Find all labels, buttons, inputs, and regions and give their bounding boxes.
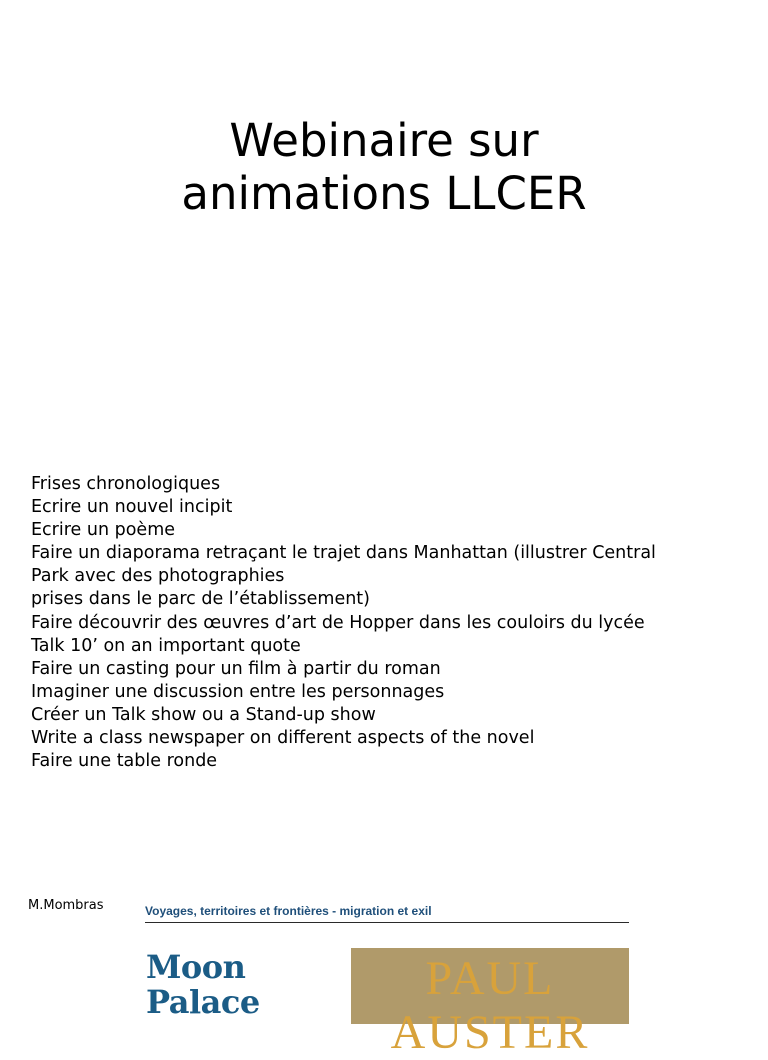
slide-title-line-1: Webinaire sur xyxy=(229,114,539,167)
activity-item: Ecrire un poème xyxy=(31,520,176,541)
activity-list xyxy=(31,473,751,773)
book-cover-image xyxy=(351,948,629,1059)
activity-item: Imaginer une discussion entre les personnages xyxy=(31,681,445,702)
book-title-line-2: Palace xyxy=(146,983,260,1021)
activity-item: prises dans le parc de l’établissement) xyxy=(31,589,370,610)
activity-item: Faire un diaporama retraçant le trajet dans Manhattan (illustrer Central xyxy=(31,543,656,564)
cover-author-line-1: PAUL xyxy=(425,952,555,1005)
cover-author-line-2: AUSTER xyxy=(390,1006,590,1059)
activity-item: Faire découvrir des œuvres d’art de Hopper dans les couloirs du lycée xyxy=(31,612,645,633)
activity-item: Write a class newspaper on different aspects of the novel xyxy=(31,728,535,749)
activity-item: Frises chronologiques xyxy=(31,474,221,494)
activity-item: Faire une table ronde xyxy=(31,751,218,772)
book-header-divider xyxy=(145,922,629,923)
slide-title-line-2: animations LLCER xyxy=(181,167,587,220)
activity-item: Créer un Talk show ou a Stand-up show xyxy=(31,704,376,725)
book-title-line-1: Moon xyxy=(146,948,246,986)
activity-item: Faire un casting pour un film à partir du roman xyxy=(31,658,441,679)
activity-item: Talk 10’ on an important quote xyxy=(31,635,301,656)
activity-item: Ecrire un nouvel incipit xyxy=(31,497,233,518)
cover-author-name xyxy=(351,952,629,1060)
author-name: M.Mombras xyxy=(28,898,104,913)
book-section-header: Voyages, territoires et frontières - migration et exil xyxy=(145,904,432,918)
book-title xyxy=(146,950,260,1020)
slide-title xyxy=(0,114,768,220)
activity-item: Park avec des photographies xyxy=(31,566,285,587)
